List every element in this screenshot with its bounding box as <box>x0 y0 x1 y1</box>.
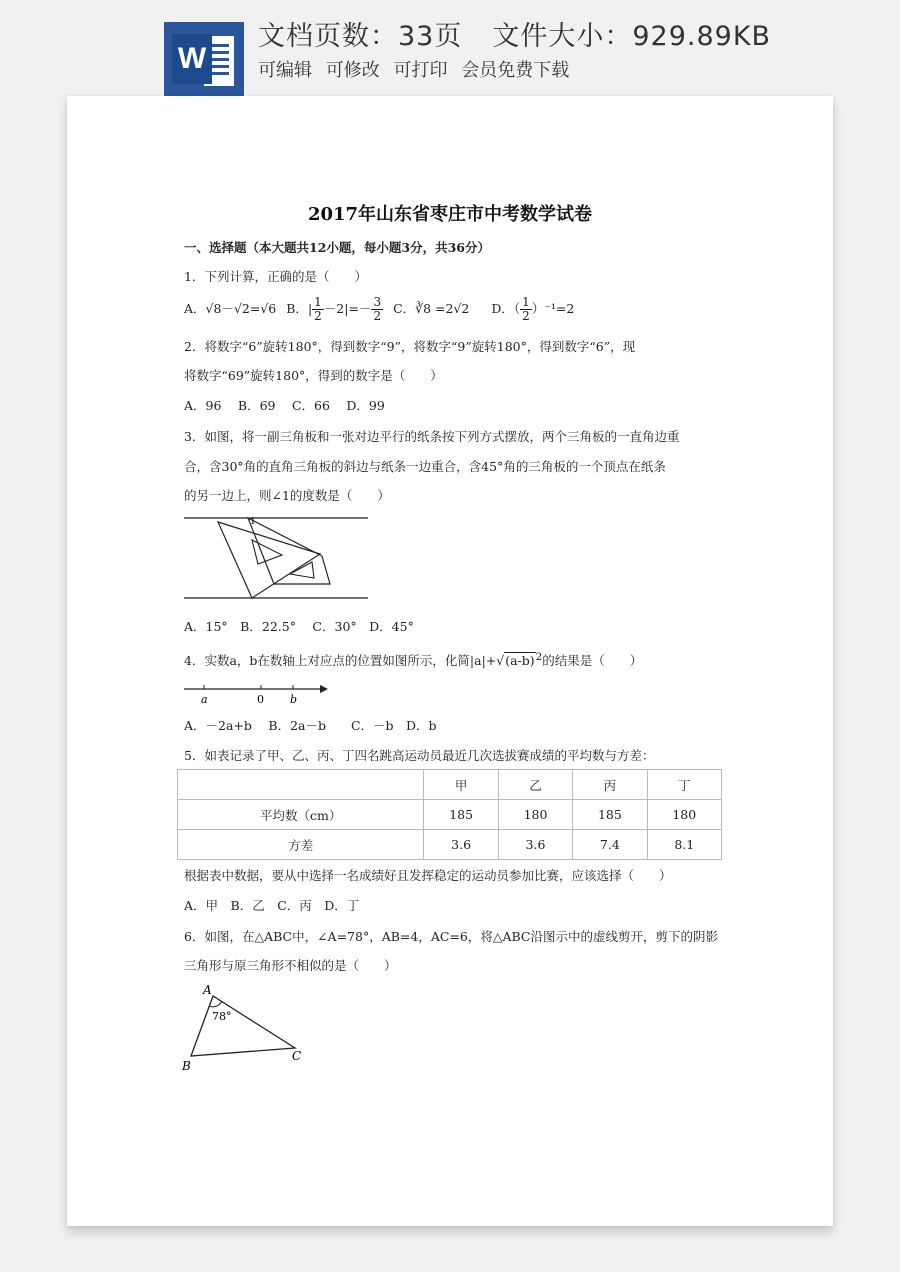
q4-options: A．－2a+b B．2a－b C．－b D．b <box>184 718 437 733</box>
table-cell: 丁 <box>647 770 721 800</box>
table-cell: 甲 <box>424 770 498 800</box>
q4-number-line <box>182 679 332 709</box>
axis-label-b: b <box>290 693 298 706</box>
q3-line2: 合，含30°角的直角三角板的斜边与纸条一边重合，含45°角的三角板的一个顶点在纸条 <box>184 459 666 474</box>
feature-free-download: 会员免费下载 <box>461 60 570 81</box>
q1-a-expr: √8－√2=√6 <box>205 301 277 316</box>
q4-stem: 4．实数a，b在数轴上对应点的位置如图所示，化简$|a|+√(a-b)^2$的结果是（ ） <box>184 651 643 669</box>
feature-list <box>258 56 577 82</box>
q1-b-mid: －2|=－ <box>323 301 372 316</box>
table-cell: 3.6 <box>424 830 498 860</box>
q6-triangle-figure <box>179 984 309 1076</box>
exam-title: 2017年山东省枣庄市中考数学试卷 <box>307 204 593 225</box>
table-cell: 180 <box>498 800 572 830</box>
q4-sqrt-expr: (a-b) <box>505 653 535 669</box>
q2-line1: 2．将数字“6”旋转180°，得到数字“9”，将数字“9”旋转180°，得到数字“6”，现 <box>184 339 636 354</box>
table-row <box>178 830 722 860</box>
feature-modifiable: 可修改 <box>325 60 380 81</box>
section-heading: 一、选择题（本大题共12小题，每小题3分，共36分） <box>184 240 490 255</box>
vertex-c: C <box>292 1049 302 1063</box>
angle-78: 78° <box>212 1010 232 1023</box>
table-cell: 平均数（cm） <box>178 800 424 830</box>
q1-a-label: A． <box>184 301 206 316</box>
page-count: 文档页数：33页 <box>258 21 463 52</box>
q6-line2: 三角形与原三角形不相似的是（ ） <box>184 958 397 973</box>
q3-line1: 3．如图，将一副三角板和一张对边平行的纸条按下列方式摆放，两个三角板的一直角边重 <box>184 429 680 444</box>
q1-stem: 1．下列计算，正确的是（ ） <box>184 269 367 284</box>
table-cell: 丙 <box>573 770 647 800</box>
feature-printable: 可打印 <box>393 60 448 81</box>
q2-options: A．96 B．69 C．66 D．99 <box>184 398 385 413</box>
word-letter: W <box>172 34 212 84</box>
q4-stem-pre: 4．实数a，b在数轴上对应点的位置如图所示，化简|a|+ <box>184 653 497 669</box>
file-size: 文件大小：929.89KB <box>492 21 772 52</box>
q5-stem: 5．如表记录了甲、乙、丙、丁四名跳高运动员最近几次选拔赛成绩的平均数与方差： <box>184 748 655 763</box>
q1-d-label: D． <box>491 301 514 316</box>
q3-line3: 的另一边上，则∠1的度数是（ ） <box>184 488 390 503</box>
table-cell: 8.1 <box>647 830 721 860</box>
q1-d-frac: $\frac{1}{2}$ <box>522 295 530 323</box>
q3-angle-label: 1 <box>250 517 256 527</box>
word-doc-icon <box>164 22 244 96</box>
table-cell: 3.6 <box>498 830 572 860</box>
vertex-a: A <box>203 984 212 997</box>
q1-b-frac2: $\frac{3}{2}$ <box>373 295 382 323</box>
q1-d-pre: （ <box>513 301 521 316</box>
q2-line2: 将数字“69”旋转180°，得到的数字是（ ） <box>184 368 443 383</box>
table-cell: 180 <box>647 800 721 830</box>
q1-b-pre: | <box>307 301 313 316</box>
table-cell: 7.4 <box>573 830 647 860</box>
q1-d-post: ）⁻¹=2 <box>531 301 575 316</box>
q1-options <box>184 296 574 323</box>
q1-c-label: C． <box>393 301 416 316</box>
axis-label-a: a <box>201 693 208 706</box>
download-header <box>0 0 900 96</box>
score-table <box>177 769 722 860</box>
feature-editable: 可编辑 <box>258 60 312 81</box>
vertex-b: B <box>182 1059 191 1073</box>
table-cell: 乙 <box>498 770 572 800</box>
q6-line1: 6．如图，在△ABC中，∠A=78°，AB=4，AC=6，将△ABC沿图示中的虚线剪开，剪下的阴影 <box>184 929 718 944</box>
q4-stem-post: 的结果是（ ） <box>542 653 643 669</box>
q1-b-frac1: $\frac{1}{2}$ <box>314 295 322 323</box>
table-cell <box>178 770 424 800</box>
q1-c-expr: ∛8 =2√2 <box>415 301 470 316</box>
q5-after: 根据表中数据，要从中选择一名成绩好且发挥稳定的运动员参加比赛，应该选择（ ） <box>184 868 672 883</box>
q5-options: A．甲 B．乙 C．丙 D．丁 <box>184 898 360 913</box>
document-page <box>67 96 833 1226</box>
q1-b-label: B． <box>286 301 308 316</box>
table-cell: 185 <box>573 800 647 830</box>
table-row <box>178 800 722 830</box>
file-info-title <box>258 14 771 53</box>
table-row <box>178 770 722 800</box>
q3-options: A．15° B．22.5° C．30° D．45° <box>184 619 414 634</box>
q3-triangle-figure <box>182 510 372 602</box>
axis-label-0: 0 <box>257 693 264 706</box>
table-cell: 方差 <box>178 830 424 860</box>
q4-exponent: 2 <box>535 651 543 663</box>
table-cell: 185 <box>424 800 498 830</box>
